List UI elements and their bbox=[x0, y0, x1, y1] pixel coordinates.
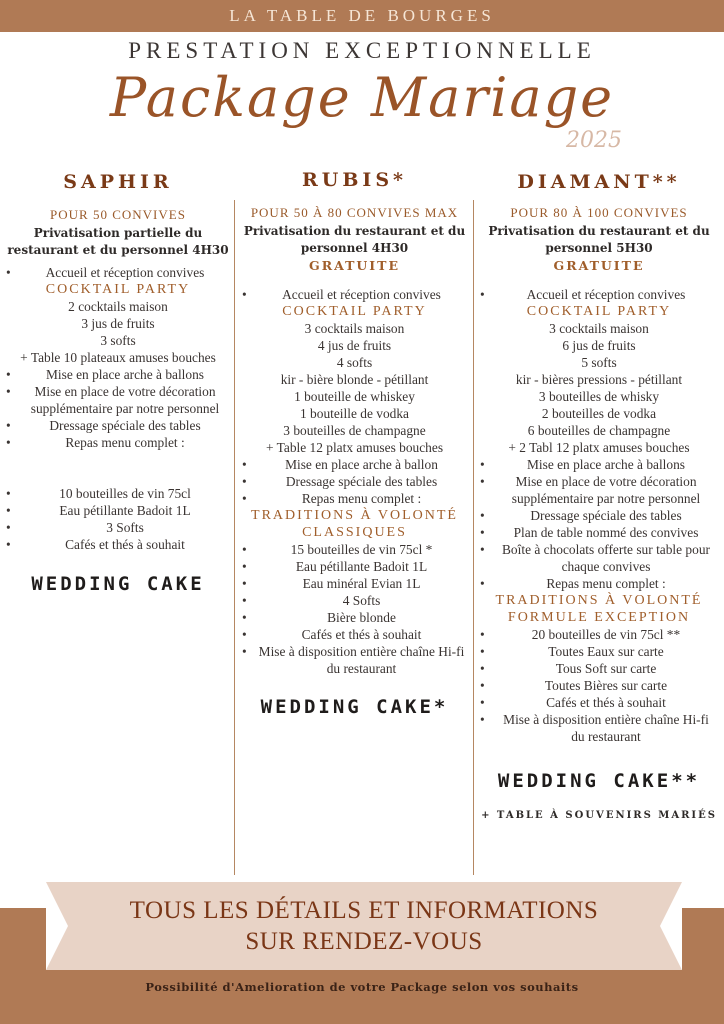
list-item: 6 bouteilles de champagne bbox=[527, 423, 671, 438]
traditions-title: TRADITIONS À VOLONTÉ bbox=[495, 593, 703, 608]
page-title: Package Mariage bbox=[109, 66, 615, 129]
souvenir-table-label: + TABLE À SOUVENIRS MARIÉS bbox=[481, 810, 717, 821]
list-item: • Bière blonde bbox=[236, 609, 473, 626]
list-item: + Table 12 platx amuses bouches bbox=[265, 440, 444, 455]
list-item: • Mise en place arche à ballons bbox=[474, 456, 724, 473]
list-item: + Table 10 plateaux amuses bouches bbox=[20, 350, 216, 365]
list-item: • 3 Softs bbox=[0, 519, 236, 536]
list-item: • Cafés et thés à souhait bbox=[236, 626, 473, 643]
package-name: DIAMANT** bbox=[517, 171, 681, 193]
gratuite-label: GRATUITE bbox=[309, 258, 400, 273]
appointment-line-2: SUR RENDEZ-VOUS bbox=[245, 928, 483, 955]
list-item: • Accueil et réception convives bbox=[474, 286, 724, 303]
list-item: • Eau pétillante Badoit 1L bbox=[236, 558, 473, 575]
list-item: • Toutes Eaux sur carte bbox=[474, 643, 724, 660]
list-item: 3 cocktails maison bbox=[549, 321, 649, 336]
list-item: • 10 bouteilles de vin 75cl bbox=[0, 485, 236, 502]
footer-note: Possibilité d'Amelioration de votre Package selon vos souhaits bbox=[145, 980, 579, 994]
package-items bbox=[236, 286, 473, 677]
list-item: • Eau pétillante Badoit 1L bbox=[0, 502, 236, 519]
list-item: 3 bouteilles de champagne bbox=[283, 423, 426, 438]
list-item: 2 bouteilles de vodka bbox=[541, 406, 657, 421]
list-item: • Mise en place arche à ballon bbox=[236, 456, 473, 473]
list-item: kir - bières pressions - pétillant bbox=[515, 372, 683, 387]
package-saphir bbox=[0, 165, 236, 595]
list-item: 3 bouteilles de whisky bbox=[538, 389, 660, 404]
appointment-banner bbox=[46, 882, 682, 970]
wedding-cake-label: WEDDING CAKE** bbox=[497, 770, 701, 792]
list-item: • 4 Softs bbox=[236, 592, 473, 609]
list-item: 2 cocktails maison bbox=[68, 299, 168, 314]
traditions-subtitle: FORMULE EXCEPTION bbox=[507, 610, 691, 625]
package-privatisation: Privatisation du restaurant et du personnel 5H30 bbox=[488, 224, 710, 255]
package-items bbox=[474, 286, 724, 745]
traditions-title: TRADITIONS À VOLONTÉ bbox=[251, 508, 458, 523]
cocktail-title: COCKTAIL PARTY bbox=[45, 282, 191, 297]
package-rubis bbox=[236, 165, 473, 718]
wedding-cake-label: WEDDING CAKE* bbox=[260, 696, 449, 718]
appointment-line-1: TOUS LES DÉTAILS ET INFORMATIONS bbox=[129, 897, 599, 924]
package-guests: POUR 80 À 100 CONVIVES bbox=[510, 205, 688, 220]
list-item: 1 bouteille de whiskey bbox=[294, 389, 415, 404]
gratuite-label: GRATUITE bbox=[553, 258, 645, 273]
cocktail-title: COCKTAIL PARTY bbox=[526, 304, 672, 319]
list-item: • Repas menu complet : bbox=[474, 575, 724, 592]
package-guests: POUR 50 CONVIVES bbox=[50, 207, 186, 222]
list-item: • Repas menu complet : bbox=[236, 490, 473, 507]
list-item: 6 jus de fruits bbox=[562, 338, 636, 353]
list-item: • Plan de table nommé des convives bbox=[474, 524, 724, 541]
year-label: 2025 bbox=[566, 128, 622, 153]
package-name: RUBIS* bbox=[302, 169, 407, 191]
package-items bbox=[0, 264, 236, 553]
list-item: • Mise en place de votre décoration supplémentaire par notre personnel bbox=[474, 473, 724, 507]
package-privatisation: Privatisation partielle du restaurant et du personnel 4H30 bbox=[7, 226, 229, 257]
list-item: • Cafés et thés à souhait bbox=[474, 694, 724, 711]
list-item: • Mise en place de votre décoration supplémentaire par notre personnel bbox=[0, 383, 236, 417]
list-item: + 2 Tabl 12 platx amuses bouches bbox=[508, 440, 690, 455]
restaurant-name: LA TABLE DE BOURGES bbox=[229, 6, 495, 25]
list-item: • 20 bouteilles de vin 75cl ** bbox=[474, 626, 724, 643]
list-item: • Dressage spéciale des tables bbox=[474, 507, 724, 524]
list-item: • Boîte à chocolats offerte sur table pour chaque convives bbox=[474, 541, 724, 575]
traditions-subtitle: CLASSIQUES bbox=[302, 525, 407, 540]
list-item: 4 jus de fruits bbox=[317, 338, 392, 353]
wedding-cake-label: WEDDING CAKE bbox=[31, 573, 205, 595]
package-name: SAPHIR bbox=[63, 171, 173, 193]
list-item: 5 softs bbox=[581, 355, 617, 370]
list-item: 3 softs bbox=[100, 333, 136, 348]
list-item: 3 cocktails maison bbox=[304, 321, 405, 336]
list-item: kir - bière blonde - pétillant bbox=[280, 372, 429, 387]
list-item: • Dressage spéciale des tables bbox=[0, 417, 236, 434]
package-privatisation: Privatisation du restaurant et du personnel 4H30 bbox=[243, 224, 466, 255]
package-guests: POUR 50 À 80 CONVIVES MAX bbox=[250, 205, 459, 220]
list-item: • Mise en place arche à ballons bbox=[0, 366, 236, 383]
list-item: • Tous Soft sur carte bbox=[474, 660, 724, 677]
list-item: • Accueil et réception convives bbox=[0, 264, 236, 281]
list-item: • Dressage spéciale des tables bbox=[236, 473, 473, 490]
list-item: • Mise à disposition entière chaîne Hi-fi du restaurant bbox=[474, 711, 724, 745]
list-item: 4 softs bbox=[336, 355, 373, 370]
package-diamant bbox=[474, 165, 724, 821]
list-item: • 15 bouteilles de vin 75cl * bbox=[236, 541, 473, 558]
list-item: • Mise à disposition entière chaîne Hi-fi du restaurant bbox=[236, 643, 473, 677]
list-item: 1 bouteille de vodka bbox=[300, 406, 409, 421]
list-item: • Eau minéral Evian 1L bbox=[236, 575, 473, 592]
page-subtitle: PRESTATION EXCEPTIONNELLE bbox=[128, 38, 596, 63]
list-item: • Repas menu complet : bbox=[0, 434, 236, 451]
cocktail-title: COCKTAIL PARTY bbox=[282, 304, 427, 319]
list-item: • Toutes Bières sur carte bbox=[474, 677, 724, 694]
list-item: • Accueil et réception convives bbox=[236, 286, 473, 303]
top-banner bbox=[0, 0, 724, 32]
list-item: 3 jus de fruits bbox=[81, 316, 155, 331]
list-item: • Cafés et thés à souhait bbox=[0, 536, 236, 553]
